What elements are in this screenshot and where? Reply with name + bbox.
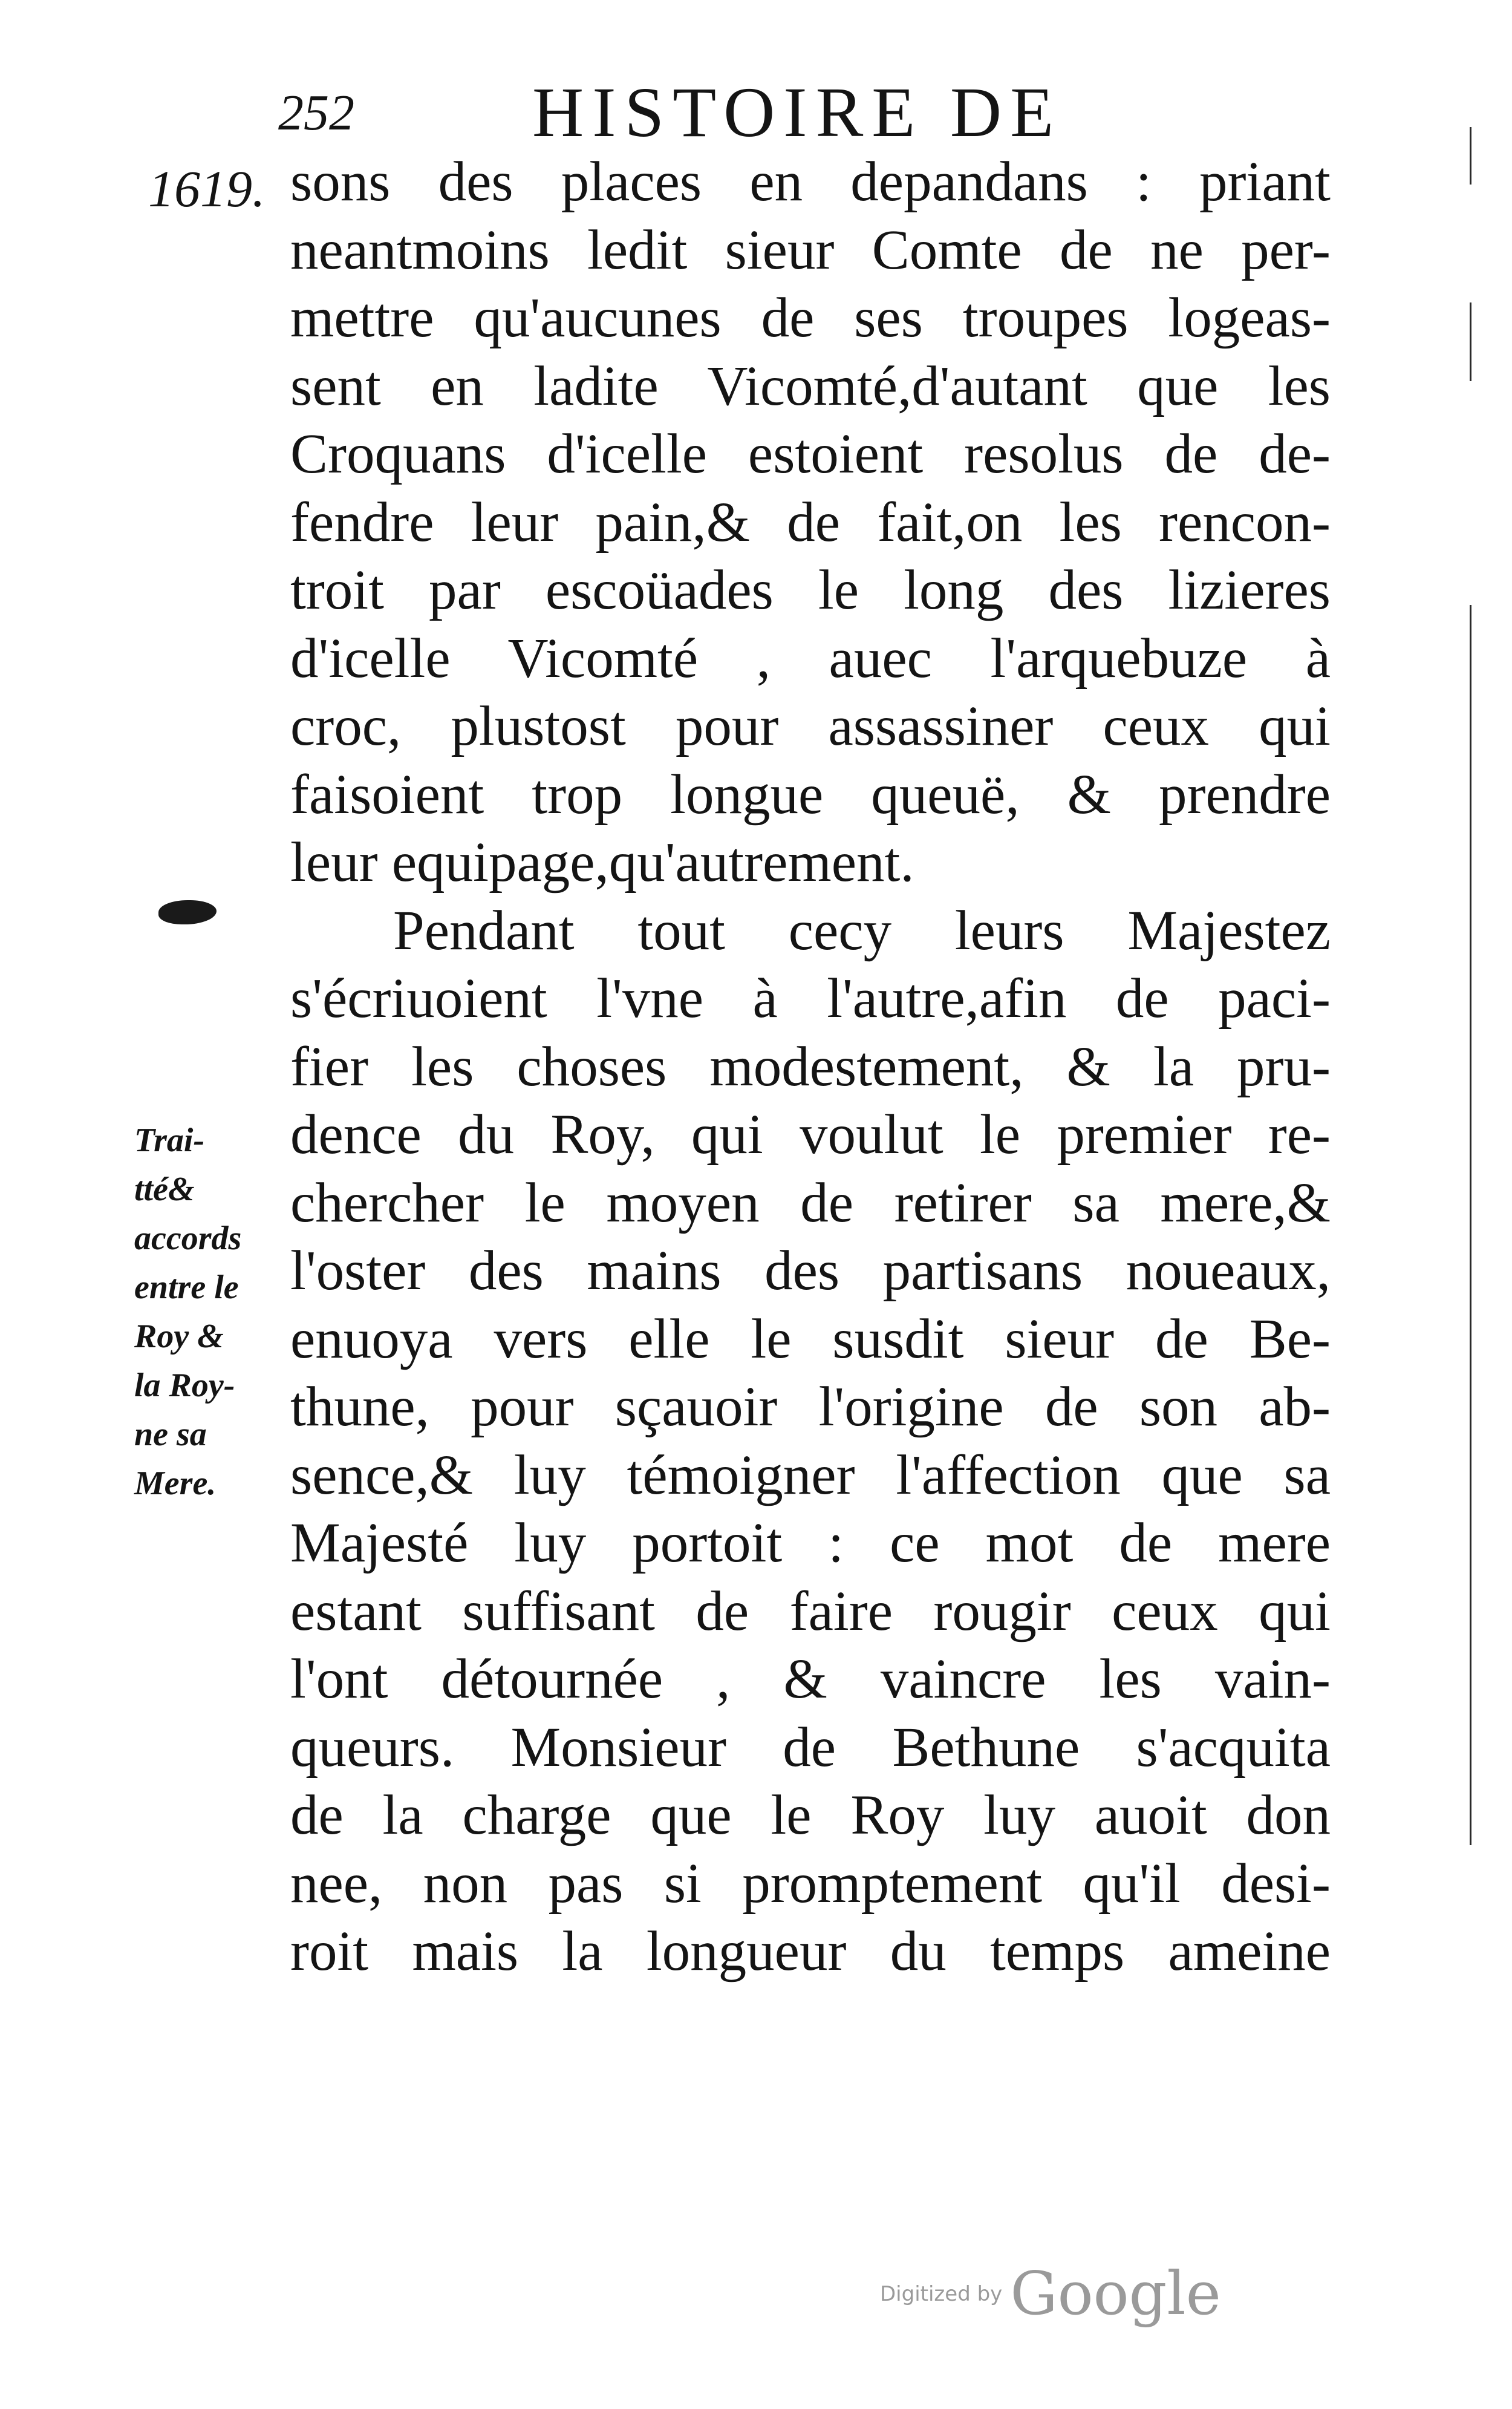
text-line: estant suffisant de faire rougir ceux qui	[290, 1580, 1331, 1642]
page-edge-line	[1470, 605, 1471, 1845]
text-line: fendre leur pain,& de fait,on les rencon-	[290, 491, 1331, 554]
text-line: enuoya vers elle le susdit sieur de Be-	[290, 1307, 1331, 1370]
text-line: faisoient trop longue queuë, & prendre	[290, 763, 1331, 826]
text-line: sons des places en depandans : priant	[290, 151, 1331, 213]
running-title: HISTOIRE DE	[532, 73, 1063, 152]
digitized-by-label: Digitized by	[880, 2282, 1003, 2306]
marginal-note-line: Trai-	[134, 1122, 205, 1159]
text-line: nee, non pas si promptement qu'il desi-	[290, 1852, 1331, 1915]
text-line: queurs. Monsieur de Bethune s'acquita	[290, 1716, 1331, 1779]
text-line: sent en ladite Vicomté,d'autant que les	[290, 355, 1331, 417]
text-line: troit par escoüades le long des lizieres	[290, 559, 1331, 621]
page-number: 252	[278, 85, 354, 141]
marginal-note-line: la Roy-	[134, 1367, 235, 1404]
text-line: Majesté luy portoit : ce mot de mere	[290, 1512, 1331, 1574]
marginal-note	[134, 1116, 285, 1508]
text-line: dence du Roy, qui voulut le premier re-	[290, 1103, 1331, 1166]
digitized-watermark	[880, 2260, 1221, 2329]
marginal-note-line: tté&	[134, 1171, 195, 1208]
text-line: mettre qu'aucunes de ses troupes logeas-	[290, 287, 1331, 349]
body-text	[290, 148, 1331, 1986]
marginal-note-line: ne sa	[134, 1416, 207, 1453]
margin-year: 1619.	[148, 160, 266, 218]
paragraph-start-line: Pendant tout cecy leurs Majestez	[393, 899, 1331, 962]
ink-smudge	[158, 900, 217, 924]
google-logo: Google	[1010, 2260, 1221, 2329]
text-line: chercher le moyen de retirer sa mere,&	[290, 1171, 1331, 1234]
text-line: d'icelle Vicomté , auec l'arquebuze à	[290, 627, 1331, 690]
text-line: de la charge que le Roy luy auoit don	[290, 1784, 1331, 1846]
text-line: neantmoins ledit sieur Comte de ne per-	[290, 218, 1331, 281]
text-line: croc, plustost pour assassiner ceux qui	[290, 695, 1331, 757]
text-line: l'oster des mains des partisans noueaux,	[290, 1240, 1331, 1302]
marginal-note-line: accords	[134, 1220, 242, 1257]
text-line: thune, pour sçauoir l'origine de son ab-	[290, 1376, 1331, 1438]
text-line: sence,& luy témoigner l'affection que sa	[290, 1443, 1331, 1506]
text-line: roit mais la longueur du temps ameine	[290, 1920, 1331, 1982]
marginal-note-line: Roy &	[134, 1318, 224, 1355]
marginal-note-line: Mere.	[134, 1465, 217, 1502]
text-line: l'ont détournée , & vaincre les vain-	[290, 1648, 1331, 1710]
text-line: fier les choses modestement, & la pru-	[290, 1035, 1331, 1098]
page-edge-line	[1470, 127, 1471, 185]
text-line: s'écriuoient l'vne à l'autre,afin de paci-	[290, 967, 1331, 1030]
text-line: leur equipage,qu'autrement.	[290, 831, 914, 894]
page-edge-line	[1470, 302, 1471, 381]
text-line: Croquans d'icelle estoient resolus de de-	[290, 423, 1331, 485]
marginal-note-line: entre le	[134, 1269, 239, 1306]
